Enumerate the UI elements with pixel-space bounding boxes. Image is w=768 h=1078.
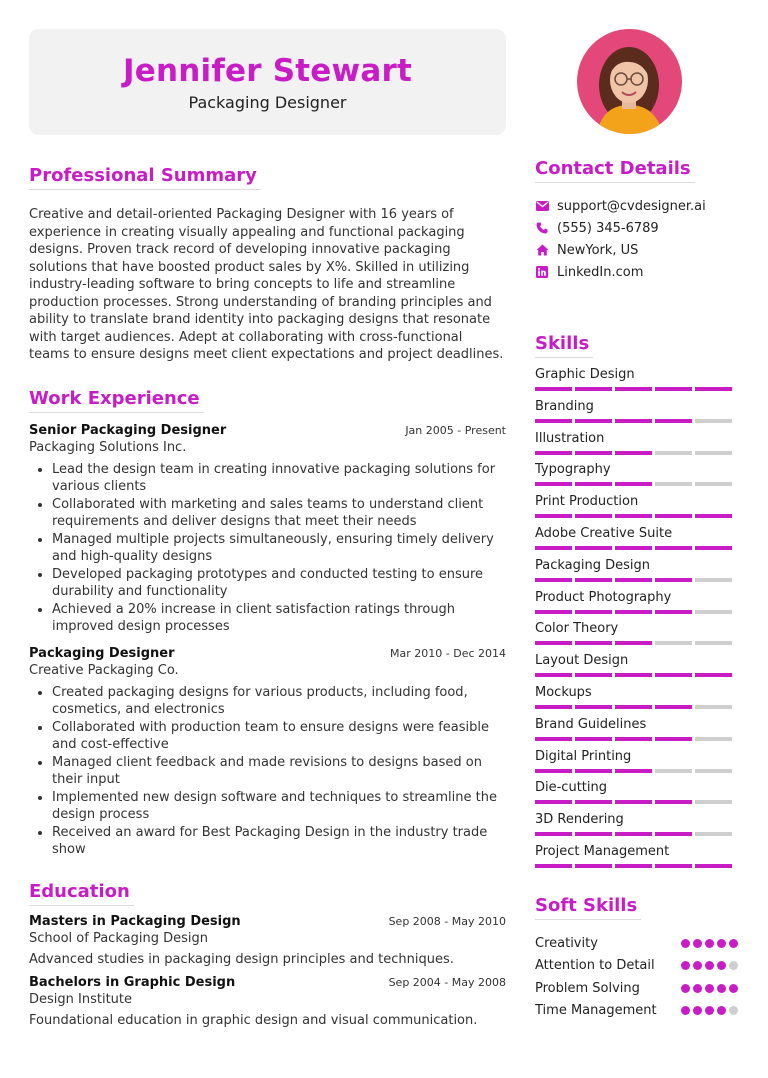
- skill-level-segment: [695, 578, 732, 582]
- skill-level-bar: [535, 769, 738, 773]
- contact-phone-text: (555) 345-6789: [557, 220, 659, 236]
- contact-location: [535, 239, 738, 261]
- job-company: Packaging Solutions Inc.: [29, 439, 187, 455]
- job-dates: Jan 2005 - Present: [405, 423, 506, 437]
- skill-level-bar: [535, 800, 738, 804]
- rating-dot: [705, 939, 714, 948]
- skill-level-segment: [615, 514, 652, 518]
- job-bullet: • Collaborated with production team to ensure designs were feasible and cost-effective: [52, 719, 506, 754]
- skill-level-segment: [575, 610, 612, 614]
- job-bullet: • Received an award for Best Packaging Design in the industry trade show: [52, 824, 506, 859]
- rating-dot: [729, 939, 738, 948]
- rating-dot: [705, 1006, 714, 1015]
- skill-level-segment: [655, 419, 692, 423]
- skill-level-segment: [695, 482, 732, 486]
- summary-text: Creative and detail-oriented Packaging Designer with 16 years of experience in creating visually appealing and functional packaging designs. Proven track record of developing innovative packaging solutions that have boosted product sales by X%. Skilled in utilizing industry-leading software to bring concepts to life and streamline production processes. Strong understanding of branding principles and ability to translate brand identity into packaging designs that resonate with target audiences. Adept at collaborating with cross-functional teams to ensure designs meet client expectations and project deadlines.: [29, 207, 504, 362]
- skill-item: [535, 525, 738, 557]
- rating-dot: [681, 939, 690, 948]
- skill-level-segment: [615, 546, 652, 550]
- linkedin-icon: [535, 265, 549, 279]
- skill-item: [535, 589, 738, 621]
- candidate-name: Jennifer Stewart: [123, 53, 412, 89]
- envelope-icon: [535, 199, 549, 213]
- skill-level-segment: [695, 641, 732, 645]
- skill-level-segment: [615, 578, 652, 582]
- skill-item: [535, 620, 738, 652]
- education-description: Advanced studies in packaging design principles and techniques.: [29, 951, 454, 967]
- skill-level-segment: [655, 864, 692, 868]
- skill-name: Product Photography: [535, 589, 672, 605]
- skill-level-segment: [535, 832, 572, 836]
- contact-list: [535, 195, 738, 283]
- rating-dot: [729, 1006, 738, 1015]
- skill-level-segment: [655, 641, 692, 645]
- job-company: Creative Packaging Co.: [29, 662, 179, 678]
- skill-level-segment: [535, 451, 572, 455]
- skill-name: Adobe Creative Suite: [535, 525, 673, 541]
- skill-level-segment: [695, 737, 732, 741]
- soft-skill-name: Attention to Detail: [535, 958, 655, 973]
- skill-level-segment: [575, 514, 612, 518]
- skill-level-segment: [655, 578, 692, 582]
- skill-name: Graphic Design: [535, 367, 635, 382]
- skill-level-segment: [535, 737, 572, 741]
- skill-item: [535, 652, 738, 684]
- rating-dot: [681, 1006, 690, 1015]
- skill-level-segment: [615, 769, 652, 773]
- skill-level-segment: [695, 419, 732, 423]
- skill-level-segment: [575, 673, 612, 677]
- skill-level-bar: [535, 737, 738, 741]
- skill-level-segment: [535, 578, 572, 582]
- skill-item: [535, 430, 738, 462]
- skill-level-segment: [535, 769, 572, 773]
- skill-level-segment: [615, 737, 652, 741]
- rating-dot: [693, 961, 702, 970]
- rating-dot: [717, 939, 726, 948]
- skill-level-bar: [535, 673, 738, 677]
- job-bullet: • Achieved a 20% increase in client satisfaction ratings through improved design processes: [52, 601, 506, 636]
- skill-level-segment: [535, 546, 572, 550]
- skill-name: Color Theory: [535, 621, 619, 637]
- skill-level-segment: [615, 864, 652, 868]
- school-name: Design Institute: [29, 991, 133, 1007]
- skill-level-segment: [575, 737, 612, 741]
- skill-level-segment: [695, 864, 732, 868]
- job-entry: [29, 646, 506, 859]
- skill-level-segment: [615, 800, 652, 804]
- contact-email-text: support@cvdesigner.ai: [557, 198, 706, 214]
- job-bullet: • Developed packaging prototypes and conducted testing to ensure durability and functionality: [52, 566, 506, 601]
- rating-dot: [717, 984, 726, 993]
- skill-level-bar: [535, 451, 738, 455]
- skill-level-segment: [615, 451, 652, 455]
- skill-level-segment: [535, 482, 572, 486]
- rating-dot: [693, 1006, 702, 1015]
- skill-name: Packaging Design: [535, 557, 651, 573]
- experience-heading: Work Experience: [29, 388, 204, 413]
- skill-level-segment: [655, 800, 692, 804]
- contact-linkedin[interactable]: [535, 261, 738, 283]
- skill-level-segment: [695, 769, 732, 773]
- school-name: School of Packaging Design: [29, 930, 208, 946]
- job-dates: Mar 2010 - Dec 2014: [390, 646, 506, 660]
- soft-skill-name: Creativity: [535, 935, 598, 951]
- skill-item: [535, 779, 738, 811]
- skill-level-bar: [535, 705, 738, 709]
- skill-name: Brand Guidelines: [535, 716, 647, 732]
- soft-skill-item: [535, 977, 738, 1000]
- skill-level-segment: [655, 705, 692, 709]
- skill-level-segment: [695, 451, 732, 455]
- skill-name: Typography: [535, 462, 611, 478]
- skill-level-segment: [615, 705, 652, 709]
- skill-level-segment: [615, 832, 652, 836]
- job-bullet: • Implemented new design software and techniques to streamline the design process: [52, 789, 506, 824]
- right-column: [535, 158, 738, 1022]
- contact-email[interactable]: [535, 195, 738, 217]
- job-entry: [29, 423, 506, 636]
- soft-skill-name: Problem Solving: [535, 980, 640, 996]
- skill-item: [535, 461, 738, 493]
- job-role: Senior Packaging Designer: [29, 422, 227, 438]
- skill-name: Mockups: [535, 684, 592, 700]
- skill-level-segment: [655, 673, 692, 677]
- skill-level-segment: [575, 705, 612, 709]
- soft-skill-rating: [681, 939, 738, 948]
- skill-item: [535, 398, 738, 430]
- soft-skill-item: [535, 954, 738, 977]
- job-role: Packaging Designer: [29, 645, 175, 661]
- skill-level-segment: [535, 800, 572, 804]
- skill-level-segment: [535, 641, 572, 645]
- job-bullets: [29, 684, 506, 859]
- skill-level-segment: [535, 705, 572, 709]
- skill-name: Branding: [535, 398, 594, 414]
- skill-level-segment: [655, 769, 692, 773]
- skill-level-segment: [575, 832, 612, 836]
- phone-icon: [535, 221, 549, 235]
- job-bullet: • Collaborated with marketing and sales teams to understand client requirements and deliver designs that meet their needs: [52, 496, 506, 531]
- skill-level-segment: [575, 546, 612, 550]
- skill-level-segment: [655, 387, 692, 391]
- skill-name: Illustration: [535, 430, 605, 446]
- skill-level-segment: [575, 800, 612, 804]
- skill-level-bar: [535, 514, 738, 518]
- skill-item: [535, 748, 738, 780]
- rating-dot: [681, 984, 690, 993]
- contact-linkedin-text: LinkedIn.com: [557, 264, 644, 280]
- skill-level-segment: [575, 864, 612, 868]
- skill-level-segment: [695, 387, 732, 391]
- skill-level-segment: [655, 451, 692, 455]
- skill-level-segment: [615, 482, 652, 486]
- soft-skill-rating: [681, 961, 738, 970]
- skill-level-segment: [535, 610, 572, 614]
- header-box: [29, 29, 506, 135]
- skill-item: [535, 493, 738, 525]
- candidate-title: Packaging Designer: [188, 93, 347, 112]
- skill-level-bar: [535, 864, 738, 868]
- skill-level-segment: [535, 673, 572, 677]
- skill-level-bar: [535, 482, 738, 486]
- skill-level-segment: [575, 451, 612, 455]
- skill-level-segment: [695, 832, 732, 836]
- rating-dot: [729, 961, 738, 970]
- soft-skill-rating: [681, 984, 738, 993]
- skill-level-segment: [695, 800, 732, 804]
- skill-name: Print Production: [535, 494, 639, 510]
- profile-photo: [577, 29, 682, 134]
- job-bullet: • Created packaging designs for various products, including food, cosmetics, and electronics: [52, 684, 506, 719]
- rating-dot: [693, 984, 702, 993]
- skill-item: [535, 811, 738, 843]
- education-dates: Sep 2004 - May 2008: [388, 975, 506, 989]
- skill-level-segment: [575, 578, 612, 582]
- skill-level-segment: [615, 641, 652, 645]
- soft-skill-name: Time Management: [535, 1003, 657, 1018]
- summary-heading: Professional Summary: [29, 165, 261, 190]
- rating-dot: [693, 939, 702, 948]
- skill-name: Die-cutting: [535, 780, 607, 796]
- rating-dot: [705, 984, 714, 993]
- home-icon: [535, 243, 549, 257]
- rating-dot: [717, 961, 726, 970]
- skill-level-segment: [655, 610, 692, 614]
- skill-level-bar: [535, 641, 738, 645]
- skill-name: Digital Printing: [535, 748, 632, 764]
- skill-level-segment: [615, 673, 652, 677]
- skill-level-segment: [575, 387, 612, 391]
- skill-level-segment: [695, 673, 732, 677]
- skill-level-bar: [535, 578, 738, 582]
- skill-level-segment: [535, 864, 572, 868]
- skill-level-segment: [575, 419, 612, 423]
- job-bullet: • Lead the design team in creating innovative packaging solutions for various clients: [52, 461, 506, 496]
- skill-level-segment: [575, 482, 612, 486]
- skill-item: [535, 716, 738, 748]
- rating-dot: [705, 961, 714, 970]
- education-description: Foundational education in graphic design and visual communication.: [29, 1012, 478, 1028]
- skill-level-segment: [695, 514, 732, 518]
- skill-level-segment: [655, 832, 692, 836]
- education-entry: [29, 975, 506, 1028]
- skill-name: 3D Rendering: [535, 812, 624, 828]
- skill-level-segment: [695, 610, 732, 614]
- rating-dot: [717, 1006, 726, 1015]
- job-bullet: • Managed client feedback and made revisions to designs based on their input: [52, 754, 506, 789]
- skill-level-bar: [535, 387, 738, 391]
- soft-skills-list: [535, 932, 738, 1022]
- skills-list: [535, 366, 738, 875]
- skill-level-segment: [655, 546, 692, 550]
- skill-item: [535, 366, 738, 398]
- skill-item: [535, 843, 738, 875]
- skill-level-segment: [695, 546, 732, 550]
- skill-level-segment: [655, 482, 692, 486]
- profile-photo-image: [577, 29, 682, 134]
- rating-dot: [681, 961, 690, 970]
- degree-name: Bachelors in Graphic Design: [29, 974, 236, 990]
- soft-skill-rating: [681, 1006, 738, 1015]
- skill-level-segment: [615, 610, 652, 614]
- job-bullets: [29, 461, 506, 636]
- skill-level-segment: [575, 641, 612, 645]
- degree-name: Masters in Packaging Design: [29, 913, 241, 929]
- skill-level-segment: [655, 737, 692, 741]
- skill-name: Project Management: [535, 843, 670, 859]
- skill-level-segment: [535, 514, 572, 518]
- skill-level-segment: [655, 514, 692, 518]
- skill-item: [535, 684, 738, 716]
- skill-level-bar: [535, 419, 738, 423]
- skill-level-bar: [535, 832, 738, 836]
- skills-heading: Skills: [535, 333, 593, 358]
- contact-phone[interactable]: [535, 217, 738, 239]
- skill-name: Layout Design: [535, 653, 629, 669]
- skill-level-segment: [535, 419, 572, 423]
- job-bullet: • Managed multiple projects simultaneously, ensuring timely delivery and high-quality designs: [52, 531, 506, 566]
- skill-level-bar: [535, 610, 738, 614]
- skill-level-segment: [575, 769, 612, 773]
- left-column: [29, 165, 506, 1028]
- soft-skill-item: [535, 999, 738, 1022]
- contact-location-text: NewYork, US: [557, 242, 639, 258]
- skill-level-segment: [695, 705, 732, 709]
- education-entry: [29, 914, 506, 967]
- soft-skill-item: [535, 932, 738, 955]
- education-dates: Sep 2008 - May 2010: [388, 914, 506, 928]
- skill-item: [535, 557, 738, 589]
- skill-level-segment: [615, 419, 652, 423]
- contact-heading: Contact Details: [535, 158, 695, 183]
- skill-level-segment: [615, 387, 652, 391]
- education-heading: Education: [29, 881, 134, 906]
- soft-skills-heading: Soft Skills: [535, 895, 641, 920]
- skill-level-bar: [535, 546, 738, 550]
- rating-dot: [729, 984, 738, 993]
- skill-level-segment: [535, 387, 572, 391]
